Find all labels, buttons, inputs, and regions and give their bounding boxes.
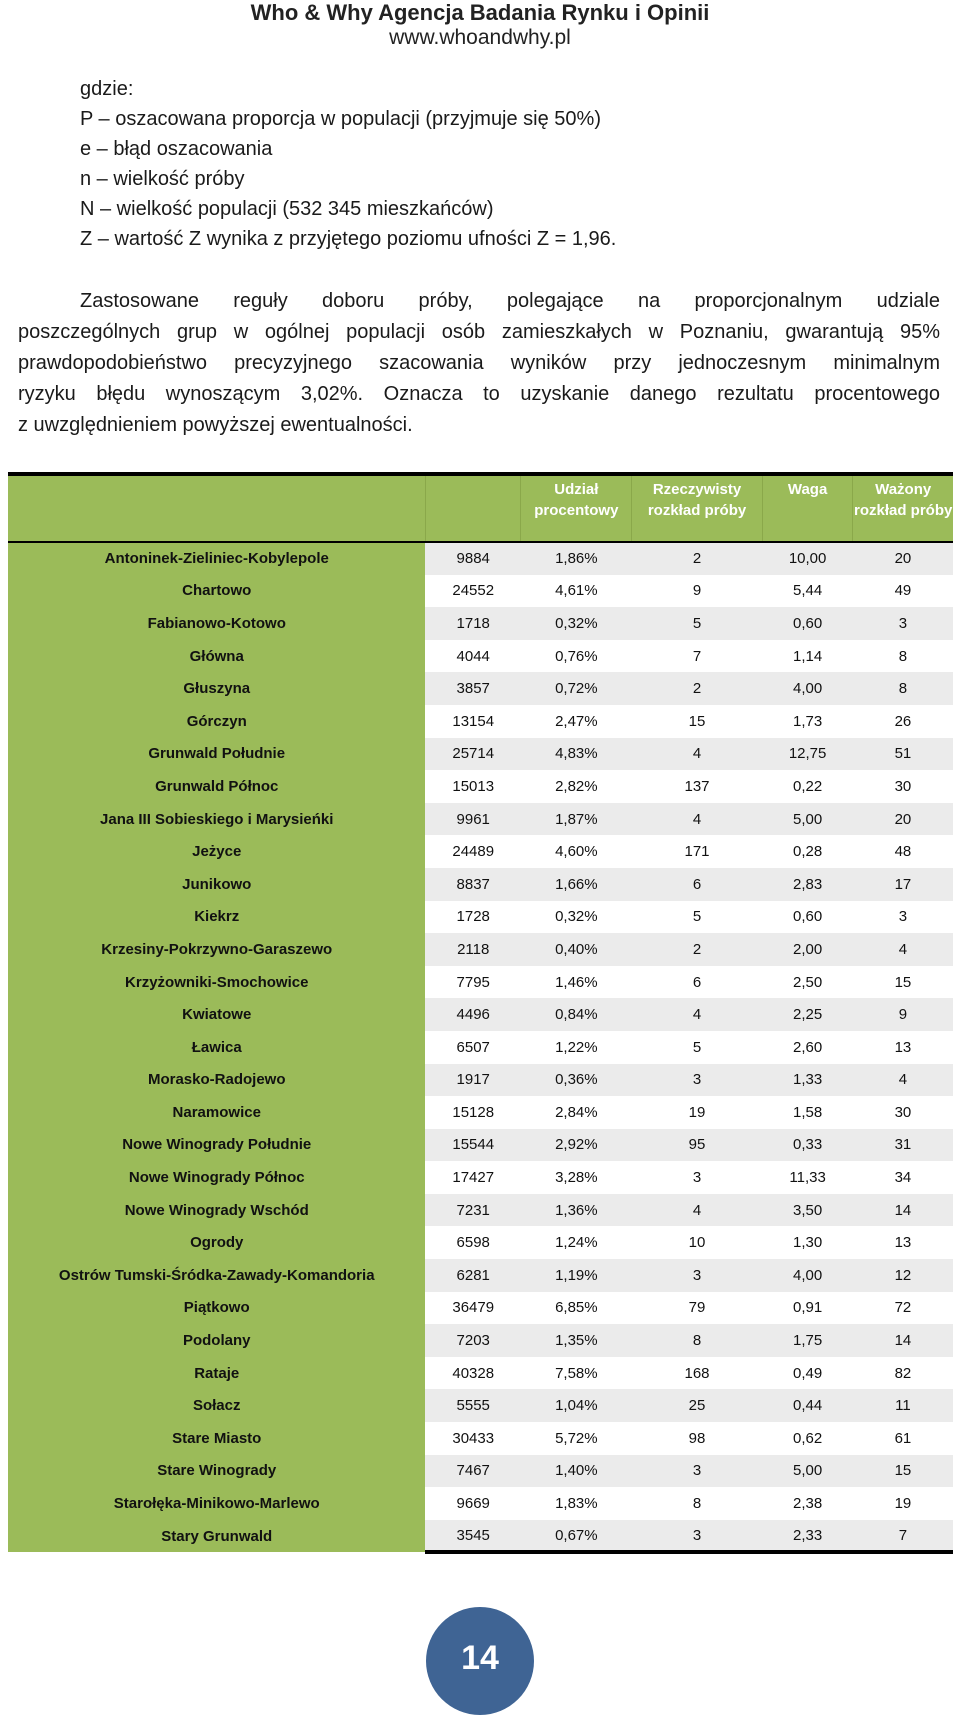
district-name: Stare Winogrady (8, 1455, 425, 1488)
weight-cell: 4,00 (762, 672, 853, 705)
share-cell: 2,47% (555, 712, 598, 730)
share-cell: 1,19% (521, 1259, 632, 1292)
district-name: Kwiatowe (8, 998, 425, 1031)
formula-definitions (80, 74, 616, 254)
actual-sample-cell: 8 (692, 1495, 702, 1513)
weighted-sample-cell: 8 (853, 672, 953, 705)
actual-sample-cell: 3 (632, 1259, 763, 1292)
share-cell: 0,84% (521, 998, 632, 1031)
table-row (8, 1129, 953, 1162)
share-cell: 1,04% (521, 1389, 632, 1422)
weight-cell: 11,33 (789, 1169, 826, 1187)
district-name: Jana III Sobieskiego i Marysieńki (8, 803, 425, 836)
district-name: Junikowo (8, 868, 425, 901)
weight-cell: 10,00 (762, 542, 853, 575)
table-row (8, 1096, 953, 1129)
actual-sample-cell: 4 (632, 1194, 763, 1227)
population-cell: 40328 (452, 1364, 495, 1382)
paragraph-line: ryzyku błędu wynoszącym 3,02%. Oznacza to uzyskanie danego rezultatu procentowego (18, 383, 940, 405)
actual-sample-cell: 4 (632, 738, 763, 771)
weight-cell: 4,00 (762, 1259, 853, 1292)
weighted-sample-cell: 17 (853, 868, 953, 901)
district-name: Nowe Winogrady Północ (8, 1161, 425, 1194)
population-cell: 1718 (425, 607, 521, 640)
population-cell: 3545 (425, 1520, 521, 1553)
weight-cell: 0,62 (792, 1429, 823, 1447)
weighted-sample-cell: 13 (894, 1234, 912, 1252)
page-number-badge (426, 1607, 534, 1715)
paragraph-line: poszczególnych grup w ogólnej populacji osób zamieszkałych w Poznaniu, gwarantują 95% (18, 321, 940, 343)
share-cell: 0,32% (555, 908, 598, 926)
share-cell: 0,36% (521, 1064, 632, 1097)
actual-sample-cell: 2 (632, 933, 763, 966)
population-cell: 6281 (425, 1259, 521, 1292)
population-cell: 7795 (456, 973, 490, 991)
district-name: Główna (8, 640, 425, 673)
actual-sample-cell: 2 (632, 672, 763, 705)
table-row (8, 868, 953, 901)
actual-sample-cell: 137 (684, 777, 710, 795)
agency-url: www.whoandwhy.pl (389, 26, 571, 49)
actual-sample-cell: 5 (692, 1038, 702, 1056)
population-cell: 24489 (452, 843, 495, 861)
table-row (8, 1031, 953, 1064)
definition-item: n – wielkość próby (80, 168, 245, 190)
share-cell: 4,83% (521, 738, 632, 771)
weight-cell: 0,33 (762, 1129, 853, 1162)
weighted-sample-cell: 3 (898, 908, 908, 926)
share-cell: 4,61% (555, 582, 598, 600)
table-row (8, 1357, 953, 1390)
district-name: Rataje (8, 1357, 425, 1390)
actual-sample-cell: 10 (688, 1234, 706, 1252)
population-cell: 9884 (425, 542, 521, 575)
share-cell: 1,83% (555, 1495, 598, 1513)
population-cell: 4496 (425, 998, 521, 1031)
population-cell: 9669 (456, 1495, 490, 1513)
methodology-paragraph (18, 286, 940, 441)
district-name: Grunwald Północ (8, 770, 425, 803)
actual-sample-cell: 3 (692, 1169, 702, 1187)
population-cell: 8837 (425, 868, 521, 901)
population-cell: 6598 (456, 1234, 490, 1252)
share-cell: 2,82% (555, 777, 598, 795)
weight-cell: 2,25 (762, 998, 853, 1031)
share-cell: 2,92% (521, 1129, 632, 1162)
table-row (8, 1292, 953, 1325)
weighted-sample-cell: 14 (853, 1194, 953, 1227)
weight-cell: 5,44 (792, 582, 823, 600)
share-cell: 7,58% (555, 1364, 598, 1382)
table-row (8, 1324, 953, 1357)
weighted-sample-cell: 20 (853, 803, 953, 836)
district-name: Grunwald Południe (8, 738, 425, 771)
weighted-sample-cell: 7 (853, 1520, 953, 1553)
table-row (8, 835, 953, 868)
district-name: Podolany (8, 1324, 425, 1357)
weighted-sample-cell: 4 (853, 933, 953, 966)
weighted-sample-cell: 20 (853, 542, 953, 575)
actual-sample-cell: 6 (632, 868, 763, 901)
weighted-sample-cell: 51 (853, 738, 953, 771)
header-population (425, 474, 521, 542)
actual-sample-cell: 9 (692, 582, 702, 600)
share-cell: 1,46% (555, 973, 598, 991)
weighted-sample-cell: 13 (894, 1038, 912, 1056)
weight-cell: 2,33 (762, 1520, 853, 1553)
population-cell: 1917 (425, 1064, 521, 1097)
paragraph-line: z uwzględnieniem powyższej ewentualności. (18, 414, 413, 436)
table-row (8, 1389, 953, 1422)
share-cell: 1,40% (521, 1455, 632, 1488)
weight-cell: 3,50 (762, 1194, 853, 1227)
table-row (8, 803, 953, 836)
table-header-row (8, 474, 953, 542)
actual-sample-cell: 171 (684, 843, 710, 861)
table-row (8, 672, 953, 705)
district-name: Stary Grunwald (8, 1520, 425, 1553)
table-row (8, 542, 953, 575)
weighted-sample-cell: 15 (894, 973, 912, 991)
share-cell: 3,28% (555, 1169, 598, 1187)
table-body (8, 542, 953, 1552)
table-row (8, 640, 953, 673)
table-row (8, 1161, 953, 1194)
header-district (8, 474, 425, 542)
weight-cell: 0,91 (792, 1299, 823, 1317)
page-header (0, 0, 960, 50)
weighted-sample-cell: 30 (894, 1103, 912, 1121)
population-cell: 17427 (452, 1169, 495, 1187)
share-cell: 5,72% (555, 1429, 598, 1447)
population-cell: 9961 (425, 803, 521, 836)
district-name: Chartowo (8, 575, 425, 608)
district-name: Jeżyce (8, 835, 425, 868)
share-cell: 4,60% (555, 843, 598, 861)
district-name: Stare Miasto (8, 1422, 425, 1455)
table-row (8, 770, 953, 803)
weight-cell: 5,00 (762, 1455, 853, 1488)
district-name: Głuszyna (8, 672, 425, 705)
actual-sample-cell: 98 (688, 1429, 706, 1447)
share-cell: 1,86% (521, 542, 632, 575)
weighted-sample-cell: 48 (894, 843, 912, 861)
actual-sample-cell: 3 (632, 1455, 763, 1488)
actual-sample-cell: 25 (632, 1389, 763, 1422)
share-cell: 0,67% (521, 1520, 632, 1553)
actual-sample-cell: 2 (632, 542, 763, 575)
district-name: Krzyżowniki-Smochowice (8, 966, 425, 999)
weighted-sample-cell: 49 (894, 582, 912, 600)
share-cell: 0,76% (555, 647, 598, 665)
actual-sample-cell: 6 (692, 973, 702, 991)
district-name: Krzesiny-Pokrzywno-Garaszewo (8, 933, 425, 966)
weight-cell: 2,83 (762, 868, 853, 901)
weight-cell: 1,14 (792, 647, 823, 665)
paragraph-line: prawdopodobieństwo precyzyjnego szacowania wyników przy jednoczesnym minimalnym (18, 352, 940, 374)
share-cell: 6,85% (555, 1299, 598, 1317)
actual-sample-cell: 3 (632, 1064, 763, 1097)
district-name: Ławica (8, 1031, 425, 1064)
district-name: Ogrody (8, 1226, 425, 1259)
table-row (8, 575, 953, 608)
definitions-intro: gdzie: (80, 78, 134, 100)
district-name: Starołęka-Minikowo-Marlewo (8, 1487, 425, 1520)
share-cell: 2,84% (555, 1103, 598, 1121)
weight-cell: 1,73 (792, 712, 823, 730)
share-cell: 1,24% (555, 1234, 598, 1252)
weighted-sample-cell: 11 (853, 1389, 953, 1422)
district-name: Ostrów Tumski-Śródka-Zawady-Komandoria (8, 1259, 425, 1292)
weighted-sample-cell: 19 (894, 1495, 912, 1513)
weight-cell: 0,28 (792, 843, 823, 861)
definition-item: N – wielkość populacji (532 345 mieszkańców) (80, 198, 494, 220)
table-row (8, 1422, 953, 1455)
table-row (8, 901, 953, 934)
district-name: Naramowice (8, 1096, 425, 1129)
weight-cell: 2,00 (762, 933, 853, 966)
population-cell: 3857 (425, 672, 521, 705)
weight-cell: 0,22 (792, 777, 823, 795)
weighted-sample-cell: 26 (894, 712, 912, 730)
population-cell: 7203 (425, 1324, 521, 1357)
district-name: Morasko-Radojewo (8, 1064, 425, 1097)
weighted-sample-cell: 9 (853, 998, 953, 1031)
page-number: 14 (461, 1639, 499, 1677)
share-cell: 1,36% (521, 1194, 632, 1227)
actual-sample-cell: 95 (632, 1129, 763, 1162)
weight-cell: 1,75 (762, 1324, 853, 1357)
weighted-sample-cell: 61 (894, 1429, 912, 1447)
table-row (8, 933, 953, 966)
actual-sample-cell: 79 (688, 1299, 706, 1317)
district-name: Nowe Winogrady Wschód (8, 1194, 425, 1227)
weighted-sample-cell: 12 (853, 1259, 953, 1292)
share-cell: 1,22% (555, 1038, 598, 1056)
population-cell: 1728 (456, 908, 490, 926)
definition-item: e – błąd oszacowania (80, 138, 273, 160)
weighted-sample-cell: 34 (894, 1169, 912, 1187)
weighted-sample-cell: 4 (853, 1064, 953, 1097)
weight-cell: 0,60 (762, 607, 853, 640)
weight-cell: 2,38 (792, 1495, 823, 1513)
weighted-sample-cell: 30 (894, 777, 912, 795)
table-row (8, 1259, 953, 1292)
definition-item: Z – wartość Z wynika z przyjętego poziomu ufności Z = 1,96. (80, 228, 617, 250)
weight-cell: 0,60 (792, 908, 823, 926)
table-row (8, 705, 953, 738)
population-cell: 15544 (425, 1129, 521, 1162)
weighted-sample-cell: 72 (894, 1299, 912, 1317)
population-cell: 30433 (452, 1429, 495, 1447)
population-cell: 36479 (452, 1299, 495, 1317)
actual-sample-cell: 168 (684, 1364, 710, 1382)
agency-title: Who & Why Agencja Badania Rynku i Opinii (250, 0, 710, 25)
header-actual-sample: Rzeczywisty rozkład próby (632, 474, 763, 542)
actual-sample-cell: 4 (632, 998, 763, 1031)
district-name: Sołacz (8, 1389, 425, 1422)
share-cell: 0,72% (521, 672, 632, 705)
population-cell: 4044 (456, 647, 490, 665)
sample-distribution-table (8, 472, 953, 1554)
weighted-sample-cell: 14 (853, 1324, 953, 1357)
table-row (8, 607, 953, 640)
population-cell: 13154 (452, 712, 495, 730)
share-cell: 1,66% (521, 868, 632, 901)
population-cell: 15128 (452, 1103, 495, 1121)
population-cell: 2118 (425, 933, 521, 966)
population-cell: 5555 (425, 1389, 521, 1422)
header-weight: Waga (762, 474, 853, 542)
header-weighted-sample: Ważony rozkład próby (853, 474, 953, 542)
actual-sample-cell: 3 (632, 1520, 763, 1553)
definition-item: P – oszacowana proporcja w populacji (przyjmuje się 50%) (80, 108, 601, 130)
weight-cell: 2,60 (792, 1038, 823, 1056)
weight-cell: 12,75 (762, 738, 853, 771)
header-share: Udział procentowy (521, 474, 632, 542)
table-row (8, 1520, 953, 1553)
weighted-sample-cell: 3 (853, 607, 953, 640)
weight-cell: 5,00 (762, 803, 853, 836)
district-name: Kiekrz (8, 901, 425, 934)
paragraph-line: Zastosowane reguły doboru próby, polegające na proporcjonalnym udziale (80, 290, 940, 312)
actual-sample-cell: 7 (692, 647, 702, 665)
share-cell: 0,32% (521, 607, 632, 640)
table-row (8, 1226, 953, 1259)
table-row (8, 998, 953, 1031)
table-row (8, 1487, 953, 1520)
weighted-sample-cell: 8 (898, 647, 908, 665)
actual-sample-cell: 15 (688, 712, 706, 730)
actual-sample-cell: 19 (688, 1103, 706, 1121)
weighted-sample-cell: 15 (853, 1455, 953, 1488)
district-name: Fabianowo-Kotowo (8, 607, 425, 640)
table-row (8, 1064, 953, 1097)
share-cell: 0,40% (521, 933, 632, 966)
table-row (8, 1194, 953, 1227)
population-cell: 6507 (456, 1038, 490, 1056)
district-name: Piątkowo (8, 1292, 425, 1325)
table-row (8, 738, 953, 771)
weight-cell: 1,33 (762, 1064, 853, 1097)
weight-cell: 0,44 (762, 1389, 853, 1422)
weight-cell: 1,30 (792, 1234, 823, 1252)
share-cell: 1,87% (521, 803, 632, 836)
population-cell: 7231 (425, 1194, 521, 1227)
actual-sample-cell: 8 (632, 1324, 763, 1357)
population-cell: 7467 (425, 1455, 521, 1488)
district-name: Antoninek-Zieliniec-Kobylepole (8, 542, 425, 575)
weight-cell: 2,50 (792, 973, 823, 991)
population-cell: 15013 (452, 777, 495, 795)
weighted-sample-cell: 82 (894, 1364, 912, 1382)
actual-sample-cell: 4 (632, 803, 763, 836)
weight-cell: 1,58 (792, 1103, 823, 1121)
population-cell: 24552 (452, 582, 495, 600)
actual-sample-cell: 5 (632, 607, 763, 640)
weighted-sample-cell: 31 (853, 1129, 953, 1162)
table-row (8, 1455, 953, 1488)
share-cell: 1,35% (521, 1324, 632, 1357)
district-name: Górczyn (8, 705, 425, 738)
district-name: Nowe Winogrady Południe (8, 1129, 425, 1162)
population-cell: 25714 (425, 738, 521, 771)
weight-cell: 0,49 (792, 1364, 823, 1382)
actual-sample-cell: 5 (692, 908, 702, 926)
table-row (8, 966, 953, 999)
